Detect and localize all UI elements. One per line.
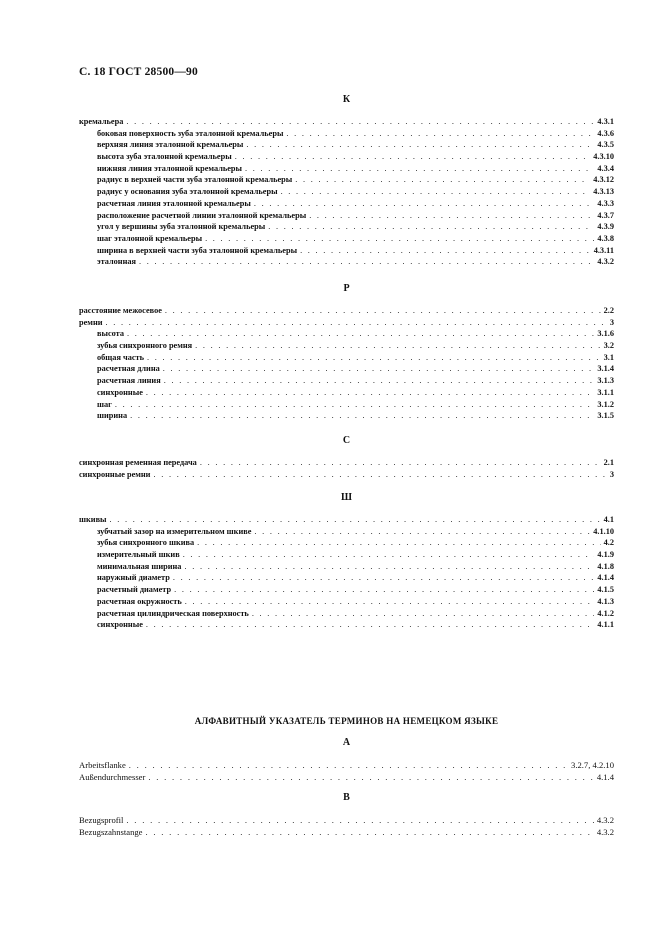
leader-dots [295,174,590,186]
entry-reference: 3.1 [603,352,614,362]
entry-term: шаг эталонной кремальеры [97,233,203,243]
entry-reference: 4.1.10 [593,526,614,536]
section-b [79,791,614,838]
entry-term: расстояние межосевое [79,306,162,315]
entry-term: минимальная ширина [97,561,182,571]
entry-reference: 4.1 [603,515,614,524]
page-header: С. 18 ГОСТ 28500—90 [79,66,198,78]
entry-term: высота [97,329,125,339]
index-entry [79,174,614,186]
leader-dots [195,340,600,352]
entry-term: ширина [97,411,128,421]
leader-dots [252,608,595,620]
index-entry [79,245,614,257]
entry-term: расчетная линия эталонной кремальеры [97,198,251,208]
index-entry [79,256,614,268]
leader-dots [235,151,591,163]
entry-reference: 4.3.2 [596,827,614,838]
entry-reference: 4.1.2 [597,608,614,618]
entry-term: расположение расчетной линии эталонной кремальеры [97,210,307,220]
entry-list [79,457,614,480]
entry-term: общая часть [97,352,144,362]
entry-reference: 4.1.8 [597,561,614,571]
leader-dots [126,814,593,826]
leader-dots [245,163,594,175]
entry-reference: 2.2 [603,306,614,315]
leader-dots [300,245,591,257]
leader-dots [174,584,594,596]
entry-list [79,759,614,783]
entry-reference: 4.2 [603,538,614,548]
index-entry [79,514,614,526]
section-r [79,282,614,422]
entry-reference: 4.3.1 [597,117,614,126]
index-entry [79,387,614,399]
leader-dots [309,210,594,222]
entry-term: нижняя линия эталонной кремальеры [97,163,243,173]
leader-dots [197,537,600,549]
index-entry [79,186,614,198]
leader-dots [173,572,595,584]
leader-dots [129,759,568,771]
entry-reference: 4.1.1 [597,620,614,630]
index-entry [79,375,614,387]
index-entry [79,139,614,151]
index-entry [79,210,614,222]
entry-term: высота зуба эталонной кремальеры [97,152,232,162]
section-letter: К [342,94,351,105]
entry-reference: 3.1.6 [597,329,614,339]
index-entry [79,814,614,826]
entry-term: расчетный диаметр [97,585,172,595]
entry-reference: 4.3.11 [593,245,614,255]
entry-term: расчетная окружность [97,596,182,606]
entry-list [79,814,614,838]
entry-reference: 4.1.9 [597,550,614,560]
entry-term: измерительный шкив [97,550,180,560]
index-entry [79,584,614,596]
section-letter: A [342,737,351,748]
entry-reference: 4.3.10 [593,152,614,162]
section-s [79,434,614,480]
entry-term: верхняя линия эталонной кремальеры [97,140,244,150]
entry-term: эталонная [97,257,136,267]
entry-reference: 4.3.4 [597,163,614,173]
leader-dots [184,561,594,573]
entry-reference: 4.1.4 [597,573,614,583]
leader-dots [183,549,595,561]
index-entry [79,399,614,411]
leader-dots [163,363,595,375]
entry-term: ремни [79,317,103,327]
entry-term: синхронные [97,387,143,397]
leader-dots [127,328,594,340]
section-a [79,736,614,783]
entry-list [79,305,614,422]
leader-dots [246,139,594,151]
entry-term: шкивы [79,515,107,524]
leader-dots [254,198,595,210]
leader-dots [281,186,591,198]
entry-term: синхронные ремни [79,469,151,479]
entry-reference: 3.2.7, 4.2.10 [571,760,614,770]
section-sh [79,491,614,631]
entry-term: расчетная цилиндрическая поверхность [97,608,249,618]
leader-dots [145,826,593,838]
leader-dots [130,410,594,422]
leader-dots [254,526,590,538]
entry-term: зубья синхронного шкива [97,538,195,548]
index-entry [79,457,614,469]
entry-term: радиус в верхней части зуба эталонной кремальеры [97,175,293,185]
index-entry [79,526,614,538]
entry-reference: 3 [609,469,614,479]
index-entry [79,771,614,783]
leader-dots [147,352,601,364]
entry-term: синхронная ременная передача [79,458,197,467]
section-letter: Р [343,283,350,294]
entry-reference: 4.3.7 [597,210,614,220]
entry-reference: 4.3.2 [597,257,614,267]
index-entry [79,151,614,163]
entry-term: кремальера [79,117,124,126]
entry-term: синхронные [97,620,143,630]
index-entry [79,596,614,608]
entry-reference: 4.3.6 [597,128,614,138]
leader-dots [200,457,601,469]
leader-dots [106,317,607,329]
entry-reference: 4.1.5 [597,585,614,595]
entry-reference: 4.3.13 [593,187,614,197]
entry-term: расчетная линия [97,376,161,386]
entry-term: радиус у основания зуба эталонной кремальеры [97,187,278,197]
leader-dots [115,399,594,411]
leader-dots [110,514,601,526]
entry-reference: 4.3.12 [593,175,614,185]
entry-term: зубья синхронного ремня [97,341,193,351]
entry-term: боковая поверхность зуба эталонной кремальеры [97,128,284,138]
entry-reference: 4.1.4 [596,772,614,783]
index-entry [79,305,614,317]
index-entry [79,619,614,631]
index-entry [79,340,614,352]
entry-reference: 4.3.8 [597,233,614,243]
entry-reference: 3 [609,317,614,327]
leader-dots [146,387,595,399]
section-letter: С [342,435,351,446]
index-entry [79,317,614,329]
index-entry [79,328,614,340]
entry-list [79,514,614,631]
leader-dots [205,233,594,245]
entry-term: зубчатый зазор на измерительном шкиве [97,526,252,536]
index-entry [79,537,614,549]
entry-reference: 3.1.2 [597,399,614,409]
entry-term: Bezugszahnstange [79,827,143,838]
entry-term: ширина в верхней части зуба эталонной кремальеры [97,245,298,255]
entry-reference: 3.1.5 [597,411,614,421]
entry-reference: 3.1.1 [597,387,614,397]
leader-dots [139,256,594,268]
index-entry [79,352,614,364]
entry-term: наружный диаметр [97,573,170,583]
section-letter: Ш [341,492,352,503]
index-entry [79,233,614,245]
leader-dots [268,221,594,233]
index-entry [79,116,614,128]
leader-dots [165,305,601,317]
german-index-title: АЛФАВИТНЫЙ УКАЗАТЕЛЬ ТЕРМИНОВ НА НЕМЕЦКОМ ЯЗЫКЕ [194,716,499,726]
leader-dots [146,619,595,631]
entry-reference: 4.3.3 [597,198,614,208]
entry-term: Außendurchmesser [79,772,146,783]
entry-reference: 3.1.4 [597,364,614,374]
index-entry [79,469,614,481]
index-entry [79,549,614,561]
entry-list [79,116,614,268]
entry-term: угол у вершины зуба эталонной кремальеры [97,222,266,232]
leader-dots [164,375,595,387]
leader-dots [148,771,593,783]
entry-reference: 4.3.9 [597,222,614,232]
entry-reference: 4.3.2 [596,815,614,825]
leader-dots [126,116,594,128]
index-entry [79,363,614,375]
entry-term: Arbeitsflanke [79,760,126,770]
leader-dots [185,596,595,608]
entry-term: Bezugsprofil [79,815,124,825]
leader-dots [286,128,594,140]
section-letter: B [343,792,350,803]
index-entry [79,826,614,838]
index-entry [79,561,614,573]
index-entry [79,163,614,175]
entry-term: расчетная длина [97,364,160,374]
entry-reference: 3.2 [603,341,614,351]
index-entry [79,608,614,620]
section-k [79,93,614,268]
index-entry [79,759,614,771]
entry-reference: 3.1.3 [597,376,614,386]
entry-term: шаг [97,399,112,409]
entry-reference: 4.3.5 [597,140,614,150]
entry-reference: 2.1 [603,458,614,467]
leader-dots [153,469,606,481]
index-entry [79,572,614,584]
index-entry [79,410,614,422]
index-entry [79,221,614,233]
index-entry [79,128,614,140]
index-entry [79,198,614,210]
entry-reference: 4.1.3 [597,596,614,606]
